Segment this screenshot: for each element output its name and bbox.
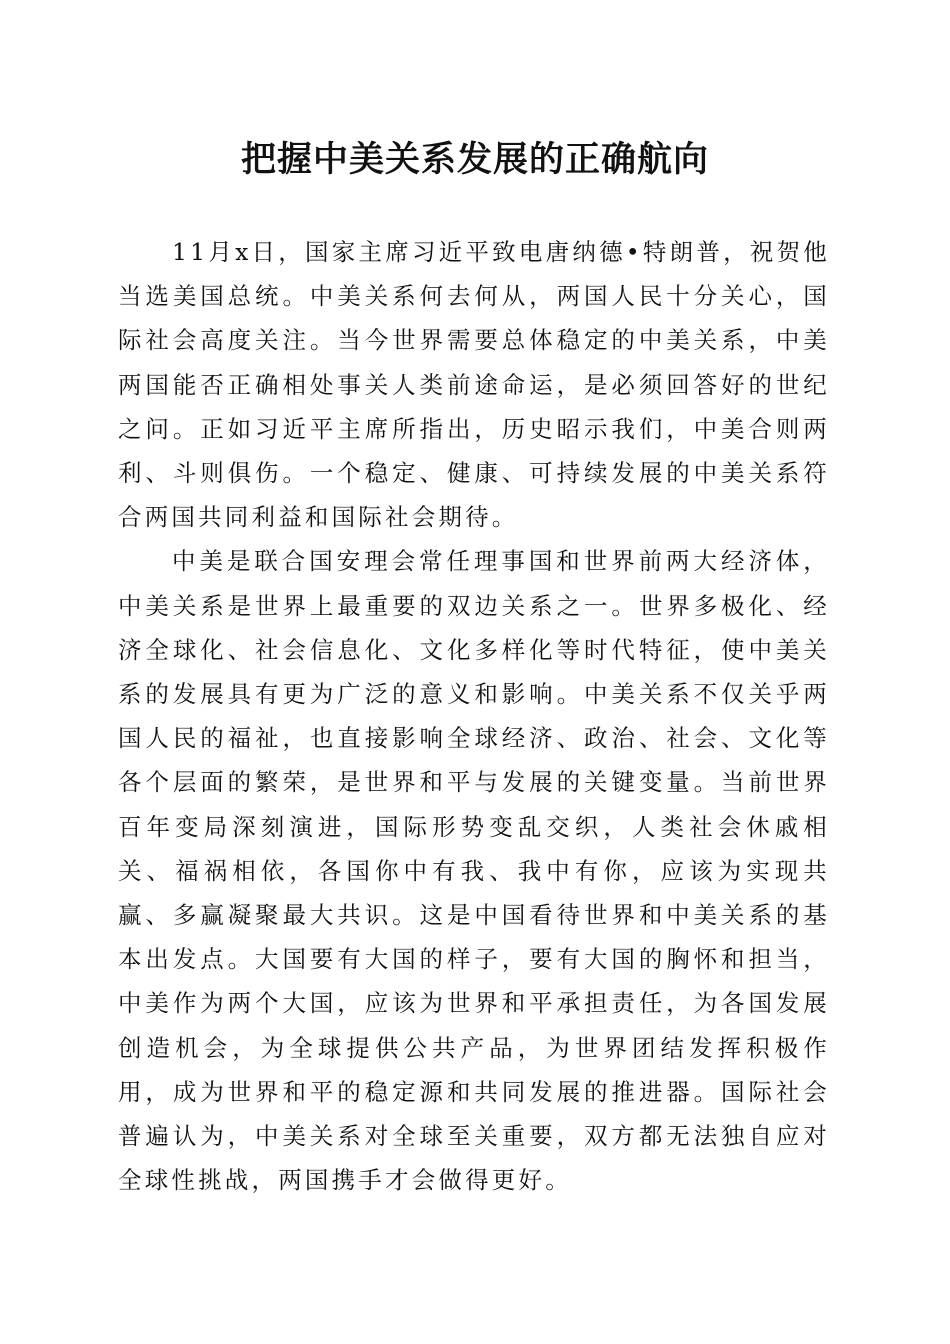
document-body — [118, 230, 830, 1202]
document-title: 把握中美关系发展的正确航向 — [240, 139, 709, 180]
paragraph-1: 11月x日，国家主席习近平致电唐纳德•特朗普，祝贺他当选美国总统。中美关系何去何从，两国人民十分关心，国际社会高度关注。当今世界需要总体稳定的中美关系，中美两国能否正确相处事关人类前途命运，是必须回答好的世纪之问。正如习近平主席所指出，历史昭示我们，中美合则两利、斗则俱伤。一个稳定、健康、可持续发展的中美关系符合两国共同利益和国际社会期待。 — [118, 238, 830, 532]
paragraph-2: 中美是联合国安理会常任理事国和世界前两大经济体，中美关系是世界上最重要的双边关系之一。世界多极化、经济全球化、社会信息化、文化多样化等时代特征，使中美关系的发展具有更为广泛的意义和影响。中美关系不仅关乎两国人民的福祉，也直接影响全球经济、政治、社会、文化等各个层面的繁荣，是世界和平与发展的关键变量。当前世界百年变局深刻演进，国际形势变乱交织，人类社会休戚相关、福祸相依，各国你中有我、我中有你，应该为实现共赢、多赢凝聚最大共识。这是中国看待世界和中美关系的基本出发点。大国要有大国的样子，要有大国的胸怀和担当，中美作为两个大国，应该为世界和平承担责任，为各国发展创造机会，为全球提供公共产品，为世界团结发挥积极作用，成为世界和平的稳定源和共同发展的推进器。国际社会普遍认为，中美关系对全球至关重要，双方都无法独自应对全球性挑战，两国携手才会做得更好。 — [118, 547, 830, 1195]
